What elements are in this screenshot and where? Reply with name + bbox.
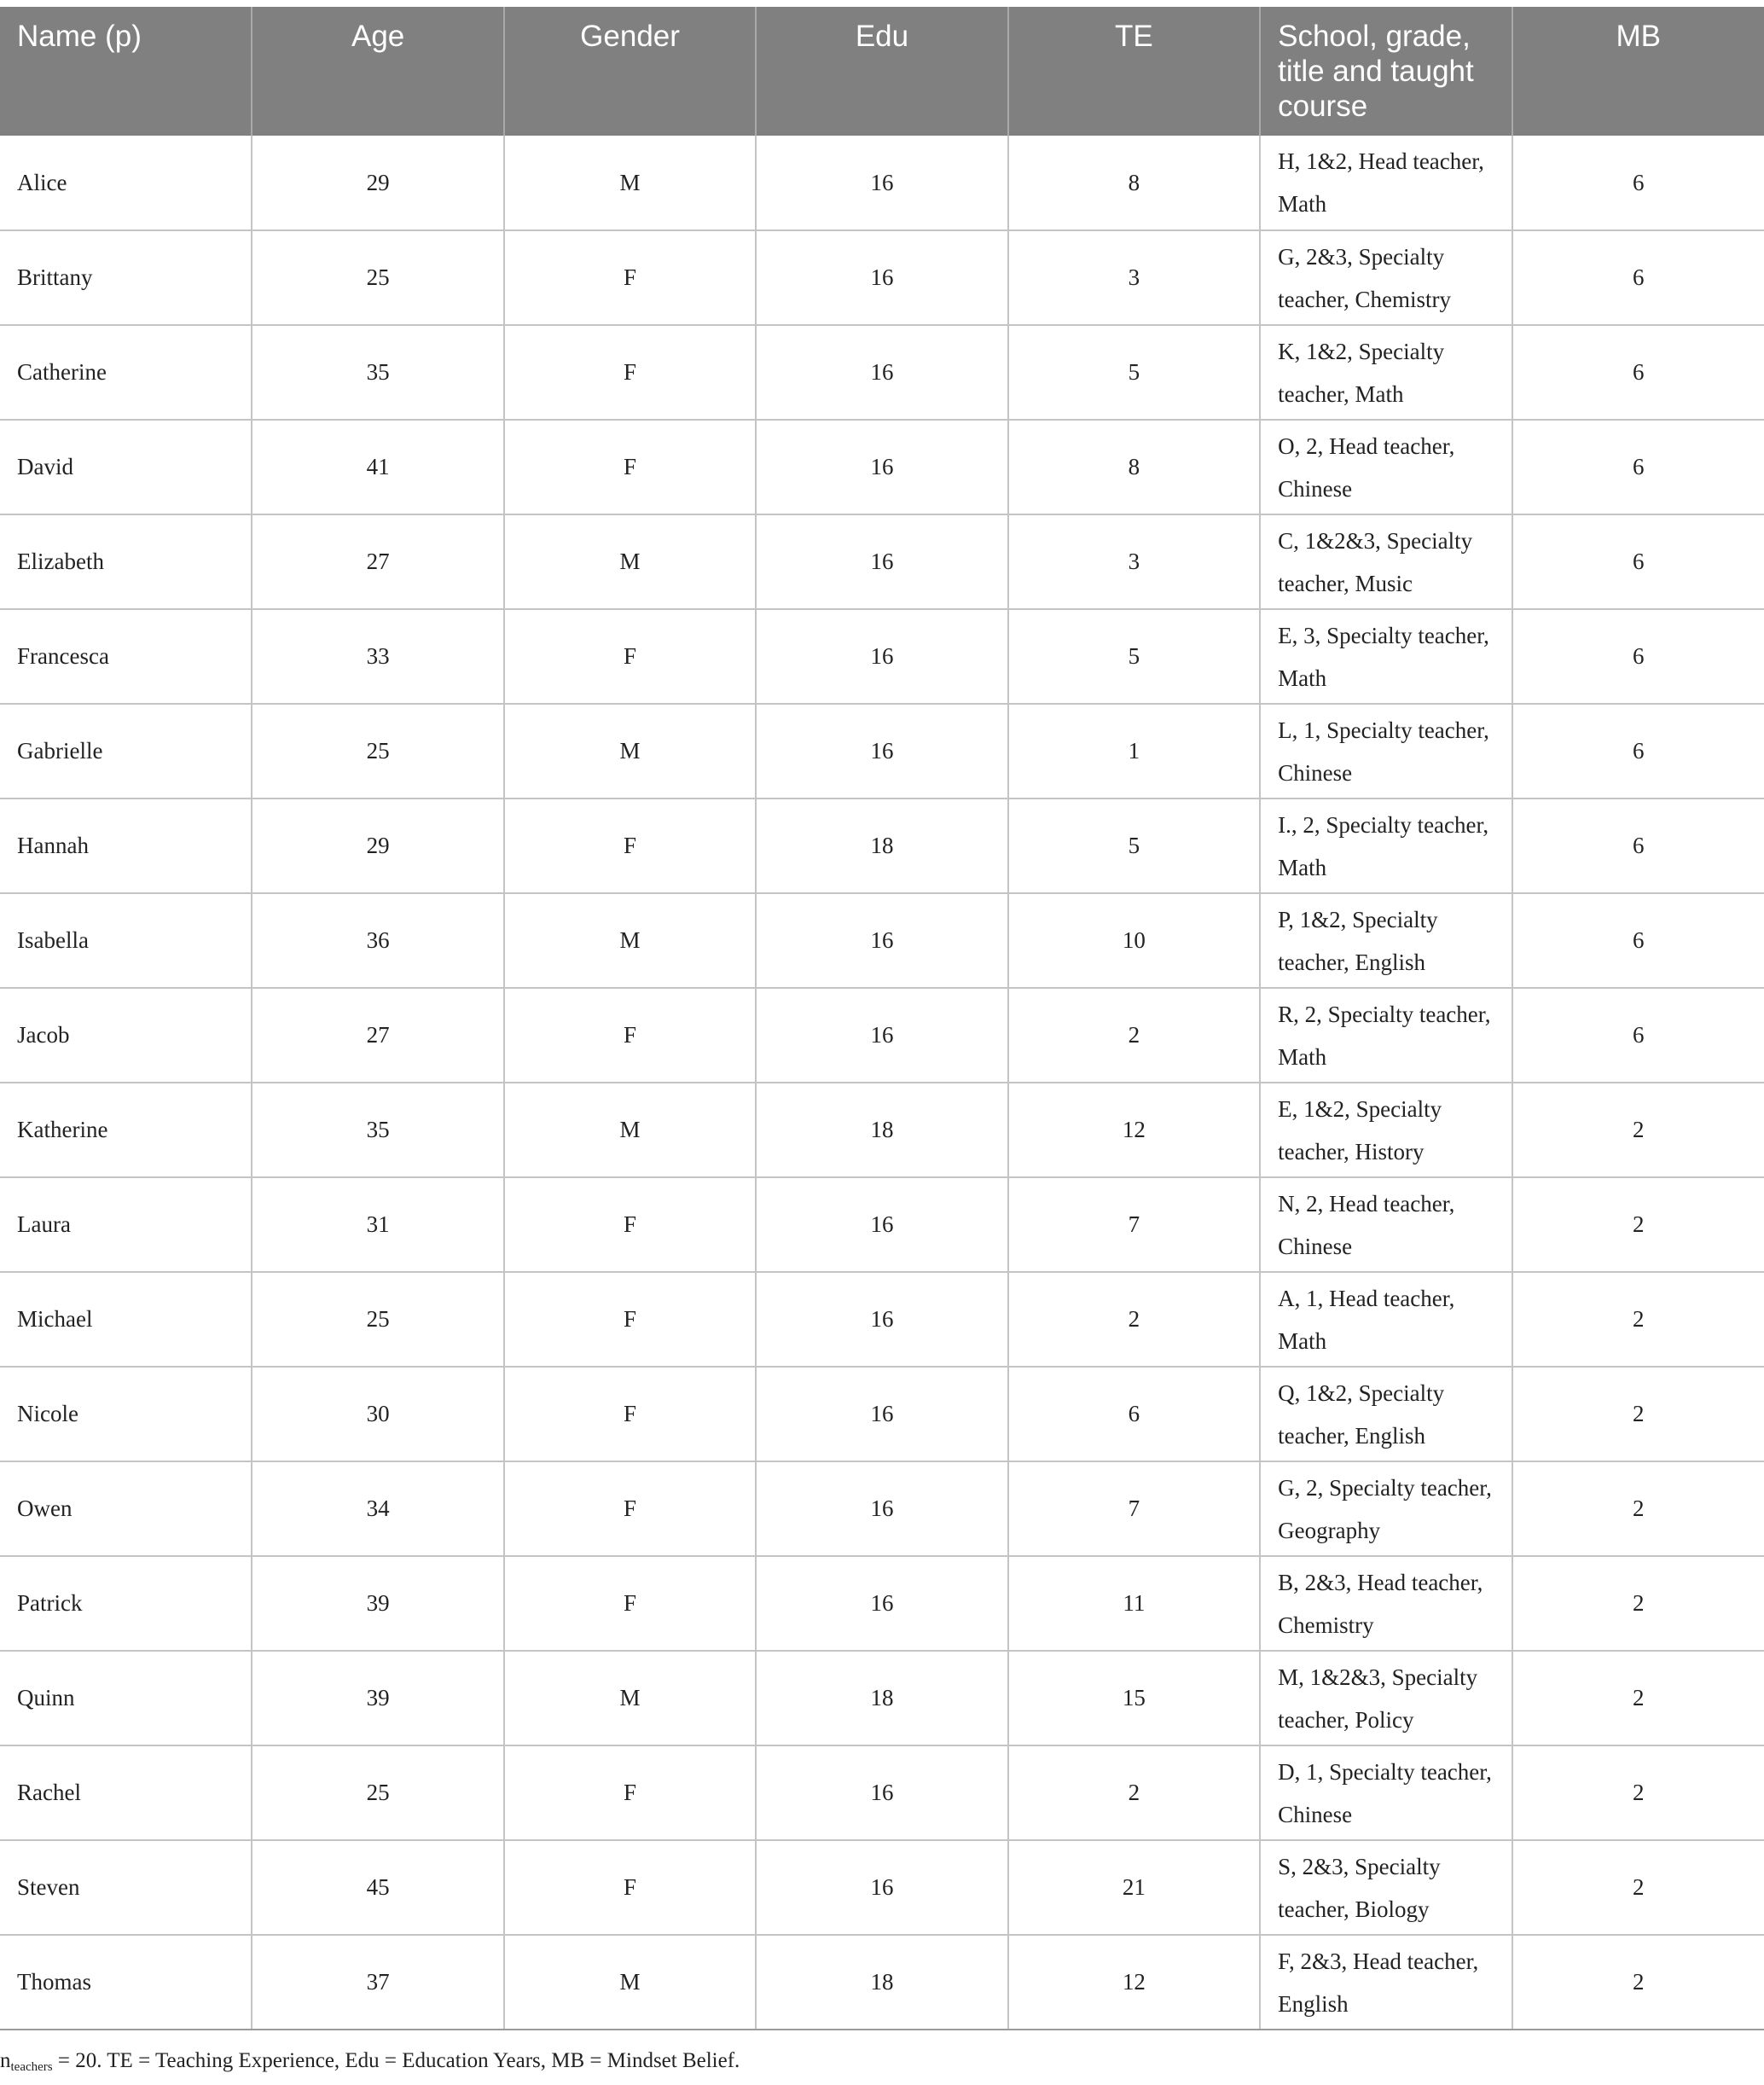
cell-age: 36 bbox=[252, 893, 503, 988]
table-row bbox=[0, 136, 1764, 230]
table-row bbox=[0, 1935, 1764, 2030]
cell-age: 33 bbox=[252, 609, 503, 704]
cell-name: Alice bbox=[0, 136, 252, 230]
footnote-symbol: n bbox=[0, 2049, 11, 2072]
cell-name: Brittany bbox=[0, 230, 252, 325]
cell-school: F, 2&3, Head teacher, English bbox=[1260, 1935, 1512, 2030]
cell-school: O, 2, Head teacher, Chinese bbox=[1260, 420, 1512, 514]
table-row bbox=[0, 1745, 1764, 1840]
cell-gender: F bbox=[504, 1367, 756, 1461]
cell-te: 3 bbox=[1008, 514, 1260, 609]
cell-te: 5 bbox=[1008, 609, 1260, 704]
cell-te: 7 bbox=[1008, 1177, 1260, 1272]
cell-mb: 6 bbox=[1512, 420, 1764, 514]
cell-mb: 2 bbox=[1512, 1935, 1764, 2030]
cell-name: Steven bbox=[0, 1840, 252, 1935]
cell-mb: 6 bbox=[1512, 230, 1764, 325]
cell-te: 10 bbox=[1008, 893, 1260, 988]
cell-name: Gabrielle bbox=[0, 704, 252, 799]
cell-gender: M bbox=[504, 514, 756, 609]
cell-gender: F bbox=[504, 1461, 756, 1556]
cell-te: 12 bbox=[1008, 1083, 1260, 1177]
header-mb: MB bbox=[1512, 7, 1764, 136]
table-row bbox=[0, 988, 1764, 1083]
cell-age: 29 bbox=[252, 136, 503, 230]
cell-school: K, 1&2, Specialty teacher, Math bbox=[1260, 325, 1512, 420]
table-row bbox=[0, 1840, 1764, 1935]
cell-school: H, 1&2, Head teacher, Math bbox=[1260, 136, 1512, 230]
cell-gender: F bbox=[504, 1840, 756, 1935]
cell-edu: 16 bbox=[756, 1367, 1007, 1461]
table-row bbox=[0, 609, 1764, 704]
table-row bbox=[0, 1651, 1764, 1745]
cell-gender: F bbox=[504, 325, 756, 420]
cell-name: Quinn bbox=[0, 1651, 252, 1745]
cell-gender: F bbox=[504, 988, 756, 1083]
table-row bbox=[0, 1367, 1764, 1461]
cell-name: Elizabeth bbox=[0, 514, 252, 609]
cell-mb: 6 bbox=[1512, 988, 1764, 1083]
cell-te: 2 bbox=[1008, 988, 1260, 1083]
teacher-table bbox=[0, 7, 1764, 2030]
cell-gender: F bbox=[504, 799, 756, 893]
table-row bbox=[0, 1556, 1764, 1651]
cell-school: C, 1&2&3, Specialty teacher, Music bbox=[1260, 514, 1512, 609]
cell-gender: F bbox=[504, 609, 756, 704]
cell-mb: 2 bbox=[1512, 1840, 1764, 1935]
table-row bbox=[0, 1083, 1764, 1177]
cell-te: 12 bbox=[1008, 1935, 1260, 2030]
cell-mb: 6 bbox=[1512, 136, 1764, 230]
cell-school: I., 2, Specialty teacher, Math bbox=[1260, 799, 1512, 893]
cell-gender: M bbox=[504, 1651, 756, 1745]
cell-te: 1 bbox=[1008, 704, 1260, 799]
cell-edu: 16 bbox=[756, 1556, 1007, 1651]
cell-edu: 16 bbox=[756, 325, 1007, 420]
cell-school: A, 1, Head teacher, Math bbox=[1260, 1272, 1512, 1367]
cell-gender: F bbox=[504, 1556, 756, 1651]
cell-name: Owen bbox=[0, 1461, 252, 1556]
cell-mb: 2 bbox=[1512, 1083, 1764, 1177]
table-row bbox=[0, 1272, 1764, 1367]
cell-name: Katherine bbox=[0, 1083, 252, 1177]
cell-mb: 2 bbox=[1512, 1461, 1764, 1556]
cell-te: 6 bbox=[1008, 1367, 1260, 1461]
cell-name: David bbox=[0, 420, 252, 514]
cell-gender: M bbox=[504, 1083, 756, 1177]
header-name: Name (p) bbox=[0, 7, 252, 136]
cell-age: 37 bbox=[252, 1935, 503, 2030]
cell-age: 25 bbox=[252, 1745, 503, 1840]
cell-gender: M bbox=[504, 893, 756, 988]
cell-te: 5 bbox=[1008, 799, 1260, 893]
cell-te: 15 bbox=[1008, 1651, 1260, 1745]
table-container bbox=[0, 7, 1764, 2030]
cell-edu: 16 bbox=[756, 514, 1007, 609]
cell-mb: 6 bbox=[1512, 325, 1764, 420]
cell-gender: F bbox=[504, 1177, 756, 1272]
cell-name: Thomas bbox=[0, 1935, 252, 2030]
cell-te: 2 bbox=[1008, 1272, 1260, 1367]
table-footnote bbox=[0, 2049, 740, 2075]
cell-edu: 16 bbox=[756, 1840, 1007, 1935]
header-edu: Edu bbox=[756, 7, 1007, 136]
table-row bbox=[0, 325, 1764, 420]
cell-school: E, 3, Specialty teacher, Math bbox=[1260, 609, 1512, 704]
cell-gender: M bbox=[504, 1935, 756, 2030]
table-row bbox=[0, 1461, 1764, 1556]
cell-mb: 6 bbox=[1512, 799, 1764, 893]
cell-age: 45 bbox=[252, 1840, 503, 1935]
cell-mb: 2 bbox=[1512, 1556, 1764, 1651]
cell-name: Laura bbox=[0, 1177, 252, 1272]
cell-edu: 16 bbox=[756, 230, 1007, 325]
cell-age: 39 bbox=[252, 1556, 503, 1651]
table-body bbox=[0, 136, 1764, 2030]
table-row bbox=[0, 799, 1764, 893]
cell-school: M, 1&2&3, Specialty teacher, Policy bbox=[1260, 1651, 1512, 1745]
footnote-text: = 20. TE = Teaching Experience, Edu = Education Years, MB = Mindset Belief. bbox=[52, 2049, 740, 2072]
cell-gender: F bbox=[504, 1745, 756, 1840]
table-row bbox=[0, 893, 1764, 988]
cell-edu: 16 bbox=[756, 1461, 1007, 1556]
cell-mb: 2 bbox=[1512, 1177, 1764, 1272]
cell-te: 3 bbox=[1008, 230, 1260, 325]
cell-school: D, 1, Specialty teacher, Chinese bbox=[1260, 1745, 1512, 1840]
cell-name: Jacob bbox=[0, 988, 252, 1083]
cell-edu: 16 bbox=[756, 136, 1007, 230]
cell-age: 30 bbox=[252, 1367, 503, 1461]
cell-name: Francesca bbox=[0, 609, 252, 704]
cell-age: 27 bbox=[252, 988, 503, 1083]
header-gender: Gender bbox=[504, 7, 756, 136]
cell-gender: F bbox=[504, 420, 756, 514]
cell-name: Hannah bbox=[0, 799, 252, 893]
cell-edu: 16 bbox=[756, 1745, 1007, 1840]
cell-age: 35 bbox=[252, 1083, 503, 1177]
table-row bbox=[0, 1177, 1764, 1272]
cell-name: Rachel bbox=[0, 1745, 252, 1840]
cell-school: L, 1, Specialty teacher, Chinese bbox=[1260, 704, 1512, 799]
cell-mb: 2 bbox=[1512, 1651, 1764, 1745]
cell-name: Nicole bbox=[0, 1367, 252, 1461]
cell-school: G, 2, Specialty teacher, Geography bbox=[1260, 1461, 1512, 1556]
cell-edu: 16 bbox=[756, 1272, 1007, 1367]
cell-school: P, 1&2, Specialty teacher, English bbox=[1260, 893, 1512, 988]
cell-edu: 18 bbox=[756, 1935, 1007, 2030]
cell-school: G, 2&3, Specialty teacher, Chemistry bbox=[1260, 230, 1512, 325]
cell-te: 2 bbox=[1008, 1745, 1260, 1840]
cell-gender: M bbox=[504, 704, 756, 799]
table-row bbox=[0, 420, 1764, 514]
cell-te: 5 bbox=[1008, 325, 1260, 420]
cell-te: 21 bbox=[1008, 1840, 1260, 1935]
cell-edu: 18 bbox=[756, 1083, 1007, 1177]
cell-edu: 18 bbox=[756, 799, 1007, 893]
table-row bbox=[0, 514, 1764, 609]
cell-te: 8 bbox=[1008, 420, 1260, 514]
cell-name: Michael bbox=[0, 1272, 252, 1367]
cell-age: 34 bbox=[252, 1461, 503, 1556]
cell-name: Patrick bbox=[0, 1556, 252, 1651]
table-row bbox=[0, 704, 1764, 799]
cell-school: N, 2, Head teacher, Chinese bbox=[1260, 1177, 1512, 1272]
cell-te: 11 bbox=[1008, 1556, 1260, 1651]
cell-school: Q, 1&2, Specialty teacher, English bbox=[1260, 1367, 1512, 1461]
cell-name: Isabella bbox=[0, 893, 252, 988]
cell-age: 25 bbox=[252, 230, 503, 325]
header-age: Age bbox=[252, 7, 503, 136]
cell-name: Catherine bbox=[0, 325, 252, 420]
cell-edu: 16 bbox=[756, 1177, 1007, 1272]
cell-age: 41 bbox=[252, 420, 503, 514]
header-te: TE bbox=[1008, 7, 1260, 136]
cell-age: 39 bbox=[252, 1651, 503, 1745]
cell-edu: 16 bbox=[756, 609, 1007, 704]
cell-mb: 2 bbox=[1512, 1745, 1764, 1840]
cell-gender: F bbox=[504, 230, 756, 325]
cell-school: E, 1&2, Specialty teacher, History bbox=[1260, 1083, 1512, 1177]
cell-age: 27 bbox=[252, 514, 503, 609]
cell-gender: M bbox=[504, 136, 756, 230]
cell-mb: 2 bbox=[1512, 1367, 1764, 1461]
header-row bbox=[0, 7, 1764, 136]
cell-mb: 6 bbox=[1512, 893, 1764, 988]
cell-edu: 16 bbox=[756, 420, 1007, 514]
cell-age: 31 bbox=[252, 1177, 503, 1272]
cell-mb: 6 bbox=[1512, 704, 1764, 799]
table-row bbox=[0, 230, 1764, 325]
cell-edu: 16 bbox=[756, 893, 1007, 988]
cell-mb: 6 bbox=[1512, 609, 1764, 704]
cell-age: 25 bbox=[252, 1272, 503, 1367]
cell-edu: 16 bbox=[756, 988, 1007, 1083]
cell-edu: 18 bbox=[756, 1651, 1007, 1745]
cell-school: R, 2, Specialty teacher, Math bbox=[1260, 988, 1512, 1083]
footnote-subscript: teachers bbox=[10, 2060, 53, 2074]
cell-age: 25 bbox=[252, 704, 503, 799]
cell-te: 7 bbox=[1008, 1461, 1260, 1556]
cell-te: 8 bbox=[1008, 136, 1260, 230]
cell-mb: 6 bbox=[1512, 514, 1764, 609]
cell-school: B, 2&3, Head teacher, Chemistry bbox=[1260, 1556, 1512, 1651]
cell-edu: 16 bbox=[756, 704, 1007, 799]
cell-gender: F bbox=[504, 1272, 756, 1367]
cell-mb: 2 bbox=[1512, 1272, 1764, 1367]
header-school: School, grade, title and taught course bbox=[1260, 7, 1512, 136]
cell-school: S, 2&3, Specialty teacher, Biology bbox=[1260, 1840, 1512, 1935]
cell-age: 29 bbox=[252, 799, 503, 893]
cell-age: 35 bbox=[252, 325, 503, 420]
